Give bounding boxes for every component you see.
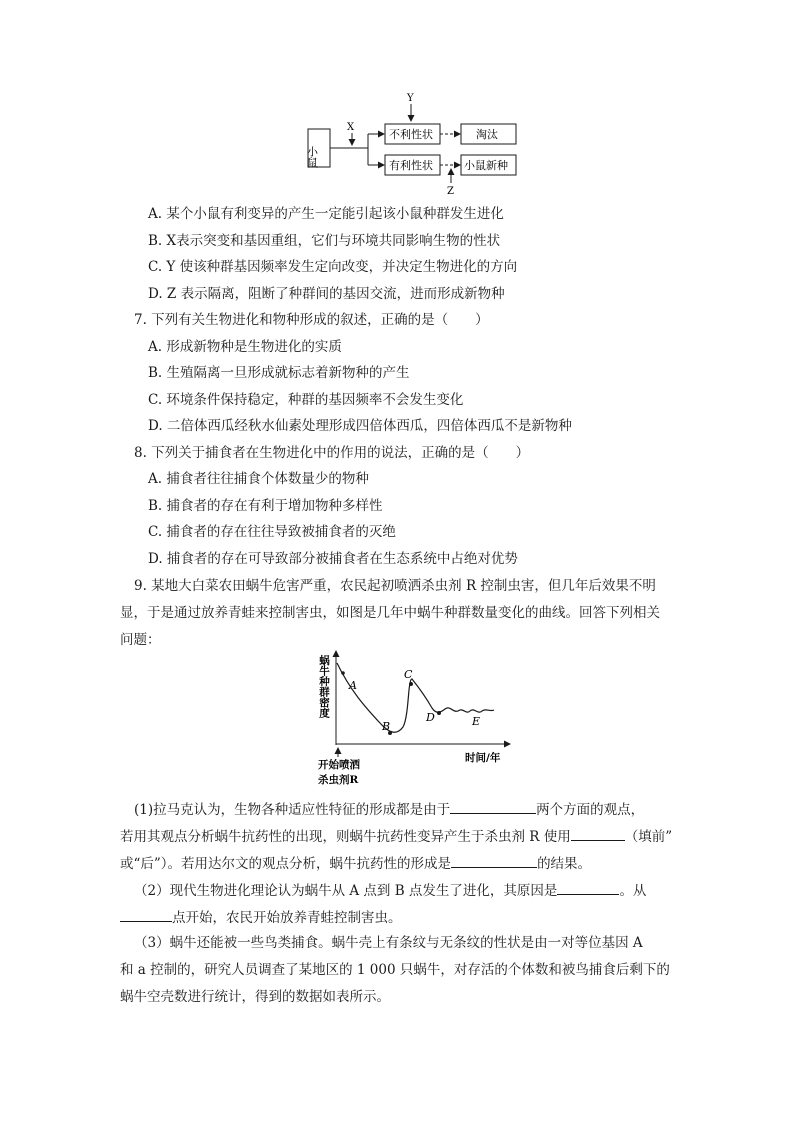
- q8-option-b: B. 捕食者的存在有利于增加物种多样性: [148, 498, 383, 514]
- start-label-2: 杀虫剂R: [318, 774, 359, 786]
- q9-stem-line-1: 9. 某地大白菜农田蜗牛危害严重，农民起初喷洒杀虫剂 R 控制虫害，但几年后效果不明: [134, 578, 656, 594]
- q6-option-d: D. Z 表示隔离，阻断了种群间的基因交流，进而形成新物种: [148, 286, 505, 302]
- q9-stem-line-3: 问题：: [120, 632, 161, 648]
- q9-part1-line-2: 若用其观点分析蜗牛抗药性的出现，则蜗牛抗药性变异产生于杀虫剂 R 使用 （填前”: [120, 826, 672, 846]
- start-label-1: 开始喷洒: [318, 759, 360, 771]
- q7-option-c: C. 环境条件保持稳定，种群的基因频率不会发生变化: [148, 392, 464, 408]
- q8-option-a: A. 捕食者往往捕食个体数量少的物种: [148, 471, 369, 487]
- point-c: [409, 682, 413, 686]
- label-b: B: [382, 720, 391, 733]
- q8-option-c: C. 捕食者的存在往往导致被捕食者的灭绝: [148, 524, 396, 540]
- q6-option-c: C. Y 使该种群基因频率发生定向改变，并决定生物进化的方向: [148, 259, 518, 275]
- label-c: C: [404, 668, 413, 681]
- answer-blank-4[interactable]: [557, 880, 619, 895]
- q9-part2-line-2: 点开始，农民开始放养青蛙控制害虫。: [120, 907, 402, 927]
- label-a: A: [349, 679, 357, 692]
- q8-stem: 8. 下列关于捕食者在生物进化中的作用的说法，正确的是（ ）: [134, 445, 530, 461]
- answer-blank-2[interactable]: [571, 826, 625, 841]
- chart-xlabel: 时间/年: [465, 752, 501, 764]
- label-e: E: [472, 715, 481, 728]
- point-a: [341, 671, 345, 675]
- answer-blank-3[interactable]: [451, 853, 537, 868]
- favorable-label: 有利性状: [389, 159, 433, 172]
- q9-part3-line-1: （3）蜗牛还能被一些鸟类捕食。蜗牛壳上有条纹与无条纹的性状是由一对等位基因 A: [134, 935, 643, 951]
- q7-option-d: D. 二倍体西瓜经秋水仙素处理形成四倍体西瓜，四倍体西瓜不是新物种: [148, 418, 572, 434]
- q9-part3-line-2: 和 a 控制的，研究人员调查了某地区的 1 000 只蜗牛，对存活的个体数和被鸟捕食后剩下的: [120, 962, 670, 978]
- label-d: D: [426, 711, 435, 724]
- z-label: Z: [447, 186, 454, 197]
- snail-population-chart: [0, 645, 794, 795]
- q6-option-b: B. X表示突变和基因重组，它们与环境共同影响生物的性状: [148, 233, 501, 249]
- population-curve: [337, 663, 494, 732]
- evolution-flow-diagram: [0, 0, 794, 210]
- x-label: X: [347, 122, 355, 133]
- eliminated-label: 淘汰: [476, 128, 498, 141]
- q7-option-b: B. 生殖隔离一旦形成就标志着新物种的产生: [148, 365, 410, 381]
- q7-option-a: A. 形成新物种是生物进化的实质: [148, 339, 342, 355]
- q6-option-a: A. 某个小鼠有利变异的产生一定能引起该小鼠种群发生进化: [148, 206, 504, 222]
- point-d: [437, 711, 441, 715]
- new-species-label: 小鼠新种: [464, 159, 508, 172]
- q7-stem: 7. 下列有关生物进化和物种形成的叙述，正确的是（ ）: [134, 312, 489, 328]
- chart-ylabel: 蜗牛种群密度: [318, 655, 330, 718]
- q9-part1-line-3: 或“后”）。若用达尔文的观点分析，蜗牛抗药性的形成是 的结果。: [120, 853, 591, 873]
- q9-stem-line-2: 显，于是通过放养青蛙来控制害虫，如图是几年中蜗牛种群数量变化的曲线。回答下列相关: [120, 605, 660, 621]
- unfavorable-label: 不利性状: [389, 128, 433, 141]
- q9-part2-line-1: （2）现代生物进化理论认为蜗牛从 A 点到 B 点发生了进化，其原因是 。从: [134, 880, 646, 900]
- y-label: Y: [407, 93, 414, 104]
- q8-option-d: D. 捕食者的存在可导致部分被捕食者在生态系统中占绝对优势: [148, 551, 518, 567]
- mouse-label: 小鼠: [305, 146, 319, 168]
- q9-part1-line-1: (1)拉马克认为，生物各种适应性特征的形成都是由于 两个方面的观点，: [134, 799, 644, 819]
- q9-part3-line-3: 蜗牛空壳数进行统计，得到的数据如表所示。: [120, 989, 390, 1005]
- answer-blank-5[interactable]: [120, 907, 172, 922]
- answer-blank-1[interactable]: [450, 799, 536, 814]
